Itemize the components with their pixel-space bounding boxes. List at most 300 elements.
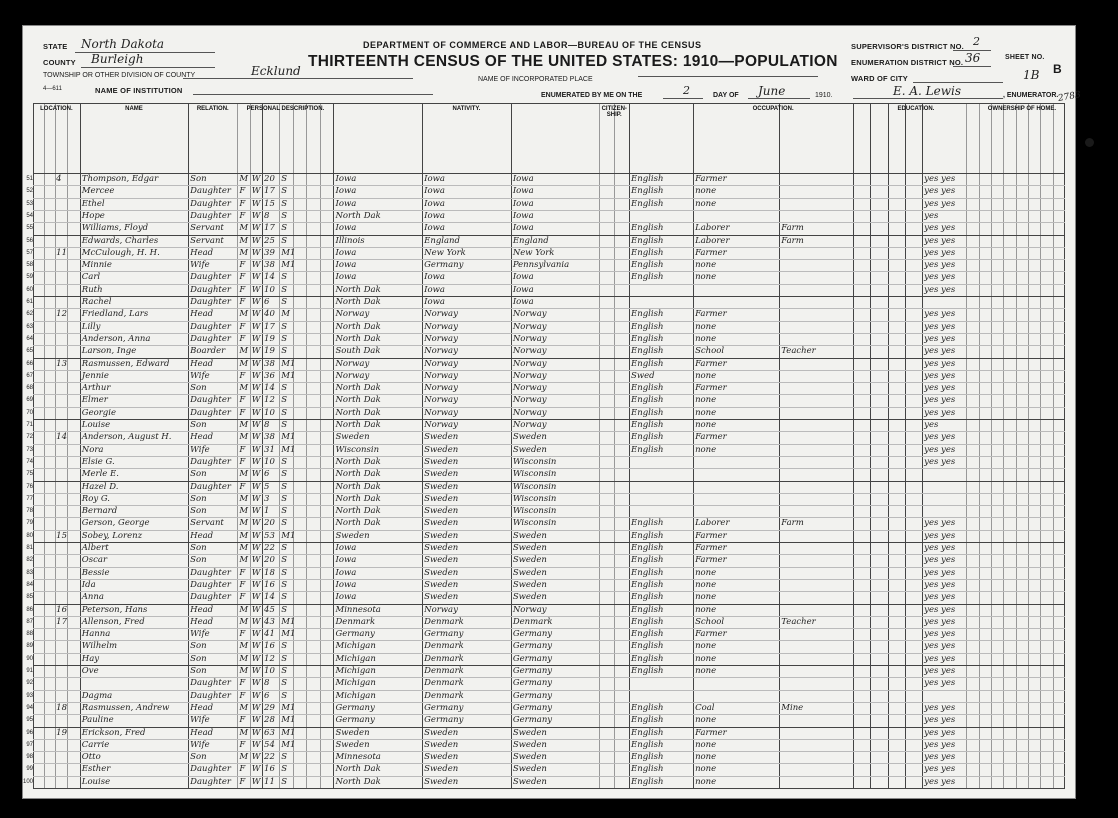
cell-sex: M — [239, 702, 249, 713]
column-rule — [1064, 103, 1065, 788]
cell-ms: S — [281, 469, 288, 480]
line-number: 90 — [26, 655, 33, 662]
cell-fbp: Sweden — [424, 752, 459, 763]
cell-lang: English — [631, 592, 664, 603]
cell-sex: F — [239, 629, 246, 640]
cell-ed: yes yes — [924, 235, 956, 246]
column-rule — [422, 103, 423, 788]
cell-lang: English — [631, 518, 664, 529]
cell-sex: F — [239, 739, 246, 750]
cell-ms: S — [281, 235, 288, 246]
cell-rel: Daughter — [190, 198, 231, 209]
cell-rel: Son — [190, 383, 207, 394]
cell-sex: F — [239, 776, 246, 787]
cell-age: 11 — [264, 776, 275, 787]
cell-name: Minnie — [81, 260, 112, 271]
cell-bp: Minnesota — [335, 752, 381, 763]
cell-ed: yes yes — [924, 407, 956, 418]
cell-lang: English — [631, 641, 664, 652]
dwelling-number: 16 — [56, 604, 67, 615]
line-number: 75 — [26, 471, 33, 478]
cell-age: 6 — [264, 690, 270, 701]
cell-name: Hanna — [81, 629, 111, 640]
cell-name: Merle E. — [81, 469, 119, 480]
cell-bp: Michigan — [335, 666, 376, 676]
line-number: 94 — [26, 704, 33, 711]
cell-sex: F — [239, 678, 246, 689]
line-number: 62 — [26, 311, 33, 318]
sheet-letter: B — [1053, 62, 1062, 76]
cell-ms: S — [281, 297, 288, 307]
cell-sex: M — [239, 555, 249, 566]
cell-ms: S — [281, 776, 288, 787]
cell-ed: yes yes — [924, 260, 956, 271]
census-grid — [22, 103, 1065, 788]
cell-rel: Daughter — [190, 592, 231, 603]
column-rule — [853, 103, 854, 788]
cell-occ: Laborer — [695, 223, 730, 234]
cell-race: W — [251, 739, 261, 750]
cell-mbp: Sweden — [512, 764, 547, 775]
cell-ed: yes yes — [924, 432, 956, 443]
cell-mbp: Pennsylvania — [512, 260, 570, 271]
cell-ms: M1 — [281, 370, 296, 381]
cell-mbp: Sweden — [512, 579, 547, 590]
cell-occ: none — [695, 395, 717, 406]
cell-bp: Sweden — [335, 727, 370, 738]
cell-ed: yes yes — [924, 555, 956, 566]
cell-sex: F — [239, 579, 246, 590]
cell-rel: Wife — [190, 444, 210, 455]
cell-sex: F — [239, 690, 246, 701]
cell-age: 12 — [264, 653, 275, 664]
cell-ms: M1 — [281, 616, 296, 627]
cell-race: W — [251, 297, 261, 307]
cell-name: Nora — [81, 444, 104, 455]
cell-bp: North Dak — [335, 506, 381, 517]
cell-ms: S — [281, 210, 288, 221]
cell-ed: yes yes — [924, 727, 956, 738]
cell-race: W — [251, 284, 261, 295]
cell-ms: S — [281, 604, 288, 615]
sheet-label: SHEET NO. — [1005, 54, 1045, 61]
cell-bp: Michigan — [335, 690, 376, 701]
cell-sex: M — [239, 469, 249, 480]
cell-mbp: Norway — [512, 604, 547, 615]
column-rule — [991, 103, 992, 788]
enumerator-value: E. A. Lewis — [893, 84, 962, 98]
cell-bp: Iowa — [335, 198, 357, 209]
cell-ms: M1 — [281, 530, 296, 541]
cell-name: Ethel — [81, 198, 105, 209]
cell-ed: yes yes — [924, 395, 956, 406]
cell-ed: yes yes — [924, 616, 956, 627]
column-rule — [188, 103, 189, 788]
line-number: 64 — [26, 335, 33, 342]
cell-sex: F — [239, 370, 246, 381]
cell-ms: S — [281, 186, 288, 197]
cell-fbp: Iowa — [424, 210, 445, 221]
cell-name: Hazel D. — [81, 481, 119, 492]
cell-occ: School — [695, 616, 725, 627]
column-rule — [599, 103, 600, 788]
cell-sex: M — [239, 432, 249, 443]
cell-fbp: Sweden — [424, 567, 459, 578]
cell-race: W — [251, 223, 261, 234]
line-number: 71 — [26, 422, 33, 428]
cell-race: W — [251, 678, 261, 689]
cell-ed: yes — [924, 420, 939, 430]
cell-name: Allenson, Fred — [81, 616, 145, 627]
cell-sex: F — [239, 297, 246, 307]
cell-mbp: Sweden — [512, 739, 547, 750]
cell-age: 43 — [264, 616, 275, 627]
cell-ms: S — [281, 666, 288, 676]
cell-bp: Michigan — [335, 653, 376, 664]
cell-name: Otto — [81, 752, 101, 763]
line-number: 92 — [26, 680, 33, 687]
cell-ms: S — [281, 456, 288, 467]
line-number: 70 — [26, 409, 33, 416]
cell-fbp: Sweden — [424, 727, 459, 738]
cell-occ: Farmer — [695, 432, 727, 443]
cell-ed: yes yes — [924, 346, 956, 357]
cell-name: Louise — [81, 420, 111, 430]
cell-ed: yes yes — [924, 629, 956, 640]
cell-fbp: Norway — [424, 370, 458, 381]
cell-lang: English — [631, 420, 664, 430]
cell-name: Peterson, Hans — [81, 604, 148, 615]
column-rule — [80, 103, 81, 788]
cell-mbp: Norway — [512, 407, 547, 418]
institution-label: NAME OF INSTITUTION — [95, 86, 183, 95]
cell-mbp: Sweden — [512, 727, 547, 738]
cell-rel: Head — [190, 309, 214, 320]
cell-fbp: Norway — [424, 321, 458, 332]
cell-lang: English — [631, 346, 664, 357]
cell-rel: Head — [190, 702, 214, 713]
cell-sex: F — [239, 456, 246, 467]
cell-rel: Wife — [190, 370, 210, 381]
cell-lang: English — [631, 629, 664, 640]
line-number: 67 — [26, 372, 33, 379]
cell-lang: English — [631, 727, 664, 738]
line-number: 99 — [26, 766, 33, 773]
department-heading: DEPARTMENT OF COMMERCE AND LABOR—BUREAU OF THE CENSUS — [363, 40, 702, 50]
cell-lang: English — [631, 702, 664, 713]
cell-name: Oscar — [81, 555, 108, 566]
cell-mbp: Germany — [512, 666, 553, 676]
cell-fbp: Germany — [424, 629, 464, 640]
cell-lang: English — [631, 653, 664, 664]
cell-occ: Farmer — [695, 727, 727, 738]
cell-name: Ove — [81, 666, 99, 676]
cell-occ: none — [695, 272, 717, 283]
cell-ms: S — [281, 653, 288, 664]
cell-bp: Illinois — [335, 235, 365, 246]
cell-name: Mercee — [81, 186, 115, 197]
cell-race: W — [251, 629, 261, 640]
cell-lang: English — [631, 247, 664, 258]
column-rule — [262, 103, 263, 788]
cell-name: Albert — [81, 543, 109, 553]
line-number: 87 — [26, 618, 33, 625]
cell-age: 17 — [264, 223, 275, 234]
cell-mbp: Norway — [512, 309, 547, 320]
cell-age: 20 — [264, 555, 275, 566]
cell-ed: yes yes — [924, 592, 956, 603]
cell-ms: S — [281, 333, 288, 344]
cell-lang: English — [631, 432, 664, 443]
cell-rel: Servant — [190, 235, 224, 246]
cell-ms: S — [281, 518, 288, 529]
cell-mbp: Iowa — [512, 210, 534, 221]
cell-rel: Head — [190, 432, 214, 443]
cell-mbp: Norway — [512, 395, 547, 406]
cell-rel: Head — [190, 358, 214, 369]
line-number: 60 — [26, 286, 33, 293]
cell-name: Friedland, Lars — [81, 309, 149, 320]
cell-race: W — [251, 555, 261, 566]
cell-mbp: Iowa — [512, 186, 534, 197]
column-rule — [33, 103, 34, 788]
cell-sex: M — [239, 235, 249, 246]
column-rule — [1003, 103, 1004, 788]
cell-rel: Son — [190, 555, 207, 566]
cell-bp: Sweden — [335, 530, 370, 541]
cell-mbp: Germany — [512, 629, 553, 640]
line-number: 56 — [26, 237, 33, 244]
cell-ind: Teacher — [781, 616, 816, 627]
cell-fbp: Denmark — [424, 690, 464, 701]
line-number: 93 — [26, 692, 33, 699]
cell-race: W — [251, 469, 261, 480]
cell-rel: Wife — [190, 629, 210, 640]
cell-fbp: Sweden — [424, 530, 459, 541]
cell-fbp: Iowa — [424, 198, 445, 209]
line-number: 97 — [26, 741, 33, 748]
cell-occ: Laborer — [695, 518, 730, 529]
cell-race: W — [251, 666, 261, 676]
line-number: 55 — [26, 225, 33, 232]
cell-rel: Daughter — [190, 456, 231, 467]
cell-rel: Son — [190, 666, 207, 676]
cell-bp: North Dak — [335, 383, 381, 394]
cell-mbp: Norway — [512, 420, 547, 430]
cell-ms: S — [281, 272, 288, 283]
cell-ed: yes yes — [924, 530, 956, 541]
cell-fbp: Norway — [424, 604, 458, 615]
cell-ms: S — [281, 493, 288, 504]
column-rule — [1028, 103, 1029, 788]
cell-bp: Iowa — [335, 579, 357, 590]
cell-occ: Farmer — [695, 358, 727, 369]
cell-ind: Teacher — [781, 346, 816, 357]
cell-name: Ida — [81, 579, 96, 590]
cell-name: Thompson, Edgar — [81, 174, 159, 184]
cell-fbp: Germany — [424, 702, 464, 713]
cell-age: 10 — [264, 407, 275, 418]
cell-name: Anderson, August H. — [81, 432, 172, 443]
cell-sex: F — [239, 444, 246, 455]
cell-ind: Mine — [781, 702, 804, 713]
cell-mbp: Iowa — [512, 223, 534, 234]
cell-ed: yes yes — [924, 358, 956, 369]
cell-ed: yes yes — [924, 518, 956, 529]
cell-name: Larson, Inge — [81, 346, 137, 357]
cell-sex: F — [239, 333, 246, 344]
cell-fbp: England — [424, 235, 460, 246]
cell-fbp: Iowa — [424, 272, 445, 283]
cell-occ: none — [695, 260, 717, 271]
cell-name: Anna — [81, 592, 104, 603]
cell-rel: Son — [190, 543, 207, 553]
cell-sex: M — [239, 346, 249, 357]
cell-lang: English — [631, 321, 664, 332]
line-number: 65 — [26, 348, 33, 355]
cell-age: 3 — [264, 493, 270, 504]
cell-sex: M — [239, 752, 249, 763]
cell-rel: Daughter — [190, 297, 231, 307]
cell-mbp: Norway — [512, 346, 547, 357]
cell-lang: English — [631, 715, 664, 726]
cell-fbp: Sweden — [424, 432, 459, 443]
cell-bp: North Dak — [335, 321, 381, 332]
cell-mbp: Germany — [512, 715, 553, 726]
cell-race: W — [251, 518, 261, 529]
cell-mbp: Norway — [512, 358, 547, 369]
cell-ms: S — [281, 395, 288, 406]
cell-age: 38 — [264, 358, 275, 369]
column-rule — [922, 103, 923, 788]
cell-fbp: Norway — [424, 407, 458, 418]
cell-ms: S — [281, 690, 288, 701]
cell-ms: M1 — [281, 444, 296, 455]
cell-age: 19 — [264, 346, 275, 357]
cell-sex: M — [239, 383, 249, 394]
cell-bp: North Dak — [335, 210, 381, 221]
cell-mbp: Germany — [512, 641, 553, 652]
line-number: 77 — [26, 495, 33, 502]
cell-sex: M — [239, 518, 249, 529]
cell-ed: yes yes — [924, 567, 956, 578]
line-number: 52 — [26, 188, 33, 195]
county-label: COUNTY — [43, 58, 76, 67]
cell-rel: Head — [190, 247, 214, 258]
cell-fbp: Sweden — [424, 481, 459, 492]
cell-mbp: New York — [512, 247, 555, 258]
column-rule — [979, 103, 980, 788]
cell-bp: Iowa — [335, 186, 357, 197]
cell-fbp: Iowa — [424, 186, 445, 197]
cell-bp: North Dak — [335, 297, 381, 307]
cell-ms: S — [281, 198, 288, 209]
cell-race: W — [251, 309, 261, 320]
cell-mbp: Sweden — [512, 592, 547, 603]
cell-name: Carl — [81, 272, 101, 283]
cell-age: 28 — [264, 715, 275, 726]
cell-ms: M1 — [281, 358, 296, 369]
cell-age: 17 — [264, 321, 275, 332]
cell-rel: Daughter — [190, 690, 231, 701]
cell-age: 10 — [264, 284, 275, 295]
cell-age: 1 — [264, 506, 270, 517]
cell-sex: F — [239, 395, 246, 406]
cell-fbp: Denmark — [424, 653, 464, 664]
cell-mbp: Sweden — [512, 776, 547, 787]
cell-occ: none — [695, 321, 717, 332]
dwelling-number: 12 — [56, 309, 67, 320]
cell-mbp: Germany — [512, 702, 553, 713]
cell-age: 29 — [264, 702, 275, 713]
line-number: 57 — [26, 249, 33, 256]
cell-mbp: Sweden — [512, 432, 547, 443]
cell-bp: North Dak — [335, 456, 381, 467]
cell-bp: North Dak — [335, 420, 381, 430]
cell-sex: F — [239, 272, 246, 283]
column-rule — [55, 103, 56, 788]
line-number: 79 — [26, 520, 33, 527]
line-number: 89 — [26, 643, 33, 650]
cell-fbp: New York — [424, 247, 466, 258]
cell-race: W — [251, 764, 261, 775]
cell-ed: yes yes — [924, 666, 956, 676]
cell-rel: Daughter — [190, 407, 231, 418]
cell-mbp: Wisconsin — [512, 456, 557, 467]
cell-fbp: Denmark — [424, 666, 464, 676]
cell-ed: yes yes — [924, 370, 956, 381]
cell-occ: none — [695, 370, 717, 381]
dwelling-number: 18 — [56, 702, 67, 713]
cell-bp: Wisconsin — [335, 444, 380, 455]
cell-name: Ruth — [81, 284, 103, 295]
column-rule — [779, 103, 780, 788]
cell-race: W — [251, 358, 261, 369]
day-of-label: DAY OF — [713, 92, 739, 99]
cell-name: Williams, Floyd — [81, 223, 149, 234]
county-value: Burleigh — [91, 52, 144, 66]
group-heading-education: EDUCATION. — [897, 106, 935, 112]
cell-name: Pauline — [81, 715, 114, 726]
cell-ind: Farm — [781, 235, 804, 246]
cell-fbp: Sweden — [424, 469, 459, 480]
cell-bp: Iowa — [335, 567, 357, 578]
cell-age: 15 — [264, 198, 275, 209]
cell-ms: S — [281, 752, 288, 763]
line-number: 84 — [26, 581, 33, 588]
cell-ed: yes yes — [924, 186, 956, 197]
cell-sex: M — [239, 506, 249, 517]
cell-bp: North Dak — [335, 493, 381, 504]
group-heading-ownership: OWNERSHIP OF HOME. — [987, 106, 1056, 112]
cell-occ: none — [695, 579, 717, 590]
cell-ms: S — [281, 579, 288, 590]
line-number: 74 — [26, 458, 33, 465]
group-heading-personal: PERSONAL DESCRIPTION. — [246, 106, 325, 112]
cell-ms: S — [281, 346, 288, 357]
line-number: 72 — [26, 434, 33, 441]
cell-fbp: Iowa — [424, 284, 445, 295]
dwelling-number: 13 — [56, 358, 67, 369]
cell-occ: Farmer — [695, 629, 727, 640]
cell-race: W — [251, 530, 261, 541]
column-rule — [693, 103, 694, 788]
cell-rel: Boarder — [190, 346, 226, 357]
cell-ed: yes yes — [924, 752, 956, 763]
cell-bp: Iowa — [335, 555, 357, 566]
supervisor-value: 2 — [973, 35, 980, 48]
cell-name: Lilly — [81, 321, 101, 332]
